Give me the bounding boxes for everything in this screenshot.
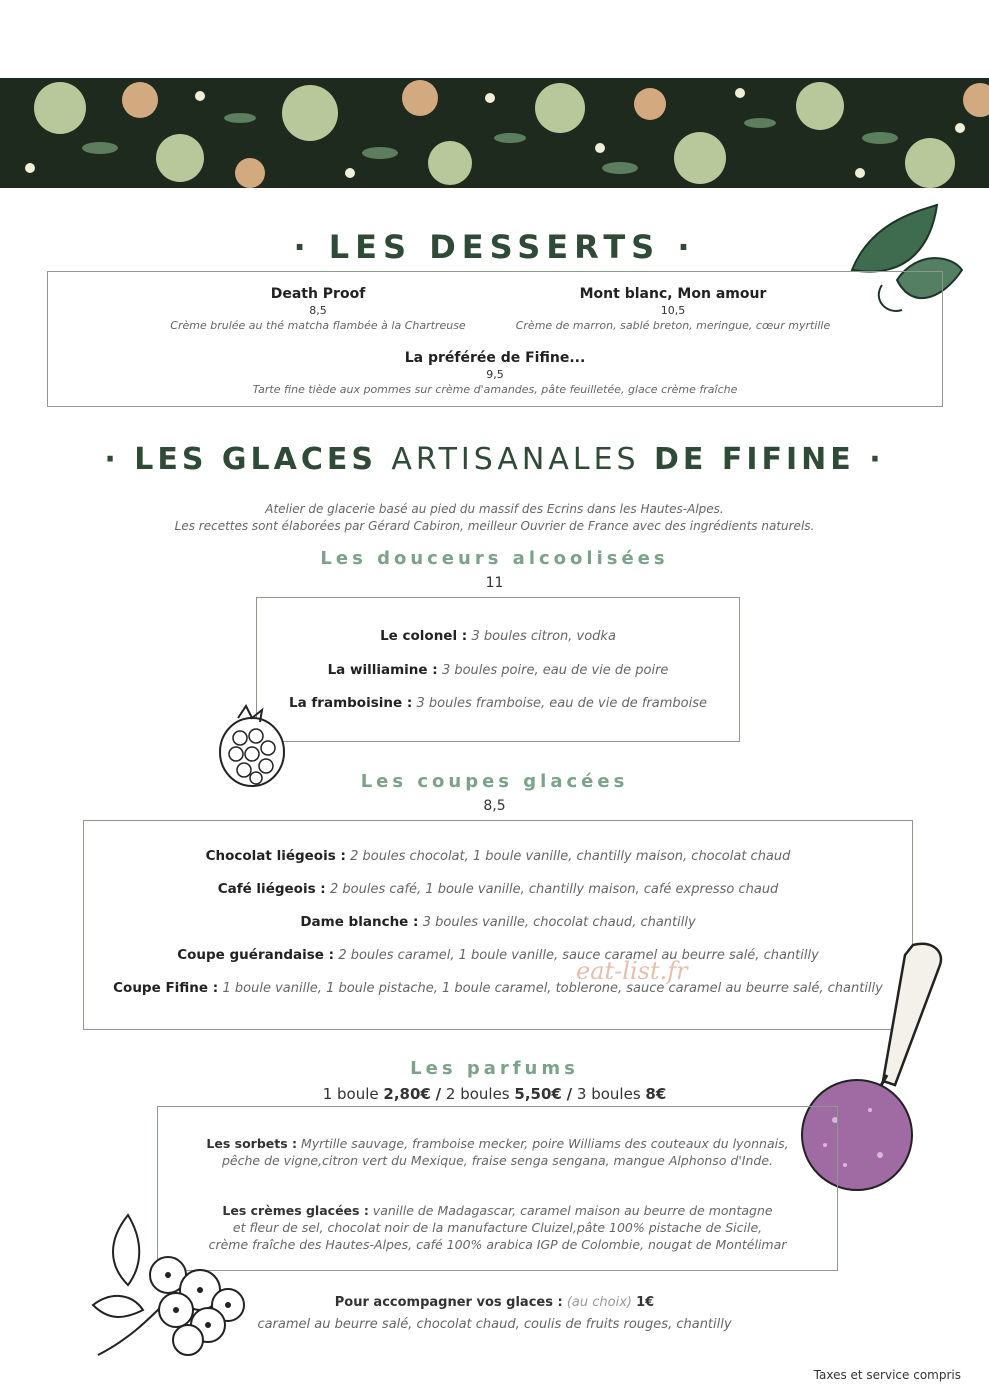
floral-pattern-icon (0, 78, 989, 188)
douceur-item (257, 628, 739, 644)
cremes-text: et fleur de sel, chocolat noir de la manufacture Cluizel,pâte 100% pistache de Sicile, (232, 1220, 763, 1235)
accompagner-line (0, 1295, 989, 1310)
cremes-label: Les crèmes glacées : (222, 1203, 369, 1218)
cremes-text: crème fraîche des Hautes-Alpes, café 100% arabica IGP de Colombie, nougat de Montélimar (208, 1237, 787, 1252)
sorbets-text: Myrtille sauvage, framboise mecker, poire Williams des couteaux du lyonnais, (301, 1136, 789, 1151)
coupe-item (84, 980, 912, 996)
coupe-desc: 2 boules café, 1 boule vanille, chantilly maison, café expresso chaud (330, 882, 779, 897)
dessert-name: Mont blanc, Mon amour (579, 286, 767, 302)
price-value: 2,80€ (383, 1085, 431, 1103)
coupe-name: Café liégeois : (217, 881, 326, 897)
desserts-box (47, 271, 943, 407)
subsection-title-coupes: Les coupes glacées (360, 771, 629, 792)
price-label: 2 boules (445, 1085, 510, 1103)
dessert-desc: Crème brulée au thé matcha flambée à la Chartreuse (170, 319, 466, 332)
cremes-block (158, 1202, 837, 1253)
douceur-desc: 3 boules citron, vodka (471, 629, 616, 644)
coupe-name: Chocolat liégeois : (205, 848, 346, 864)
price-separator: / (566, 1085, 573, 1103)
douceur-desc: 3 boules framboise, eau de vie de framboise (416, 696, 707, 711)
douceurs-price: 11 (485, 575, 504, 591)
accompagner-label: Pour accompagner vos glaces : (334, 1295, 563, 1310)
section-title-glaces: · LES GLACES ARTISANALES DE FIFINE · (104, 442, 885, 477)
coupe-desc: 3 boules vanille, chocolat chaud, chantilly (422, 915, 696, 930)
coupe-desc: 1 boule vanille, 1 boule pistache, 1 boule caramel, toblerone, sauce caramel au beurre salé, chantilly (222, 981, 883, 996)
floral-pattern-banner (0, 78, 989, 188)
parfums-box (157, 1106, 838, 1271)
dessert-price: 9,5 (486, 368, 504, 381)
douceur-item (257, 695, 739, 711)
price-value: 5,50€ (514, 1085, 562, 1103)
blueberry-branch-icon (88, 1210, 248, 1365)
coupes-price: 8,5 (483, 798, 506, 814)
accompagner-price: 1€ (636, 1295, 655, 1310)
dessert-name: Death Proof (270, 286, 366, 302)
watermark: eat-list.fr (576, 957, 688, 985)
coupes-box (83, 820, 913, 1030)
douceur-name: La framboisine : (289, 695, 413, 711)
dessert-name: La préférée de Fifine... (404, 350, 586, 366)
dessert-desc: Tarte fine tiède aux pommes sur crème d'amandes, pâte feuilletée, glace crème fraîche (252, 383, 738, 396)
cremes-text: vanille de Madagascar, caramel maison au beurre de montagne (372, 1203, 773, 1218)
glaces-intro (0, 501, 989, 535)
coupe-name: Coupe guérandaise : (177, 947, 335, 963)
subsection-title-parfums: Les parfums (410, 1058, 579, 1079)
price-label: 3 boules (576, 1085, 641, 1103)
sorbets-block (158, 1135, 837, 1169)
coupe-item (84, 947, 912, 963)
accompagner-choice: (au choix) (566, 1295, 632, 1310)
dessert-item (48, 350, 942, 396)
douceur-item (257, 662, 739, 678)
price-separator: / (435, 1085, 442, 1103)
intro-line: Atelier de glacerie basé au pied du massif des Ecrins dans les Hautes-Alpes. (265, 502, 724, 516)
dessert-item (458, 286, 888, 332)
coupe-item (84, 914, 912, 930)
sorbets-text: pêche de vigne,citron vert du Mexique, fraise senga sengana, mangue Alphonso d'Inde. (221, 1153, 773, 1168)
dessert-price: 10,5 (660, 304, 686, 317)
coupe-desc: 2 boules chocolat, 1 boule vanille, chantilly maison, chocolat chaud (350, 849, 791, 864)
coupe-name: Coupe Fifine : (113, 980, 219, 996)
price-label: 1 boule (322, 1085, 379, 1103)
dessert-price: 8,5 (309, 304, 327, 317)
parfums-prices (0, 1085, 989, 1103)
coupe-name: Dame blanche : (300, 914, 419, 930)
accompagner-options: caramel au beurre salé, chocolat chaud, coulis de fruits rouges, chantilly (257, 1317, 732, 1332)
subsection-title-douceurs: Les douceurs alcoolisées (320, 548, 669, 569)
douceur-desc: 3 boules poire, eau de vie de poire (441, 663, 669, 678)
section-title-desserts: · LES DESSERTS · (293, 228, 696, 266)
price-value: 8€ (645, 1085, 667, 1103)
coupe-item (84, 848, 912, 864)
sorbets-label: Les sorbets : (206, 1136, 298, 1151)
footer-taxes: Taxes et service compris (813, 1368, 961, 1382)
intro-line: Les recettes sont élaborées par Gérard Cabiron, meilleur Ouvrier de France avec des ingrédients naturels. (174, 519, 815, 533)
douceur-name: Le colonel : (380, 628, 468, 644)
coupe-desc: 2 boules caramel, 1 boule vanille, sauce caramel au beurre salé, chantilly (338, 948, 819, 963)
douceurs-box (256, 597, 740, 742)
douceur-name: La williamine : (327, 662, 438, 678)
dessert-desc: Crème de marron, sablé breton, meringue, cœur myrtille (515, 319, 831, 332)
coupe-item (84, 881, 912, 897)
